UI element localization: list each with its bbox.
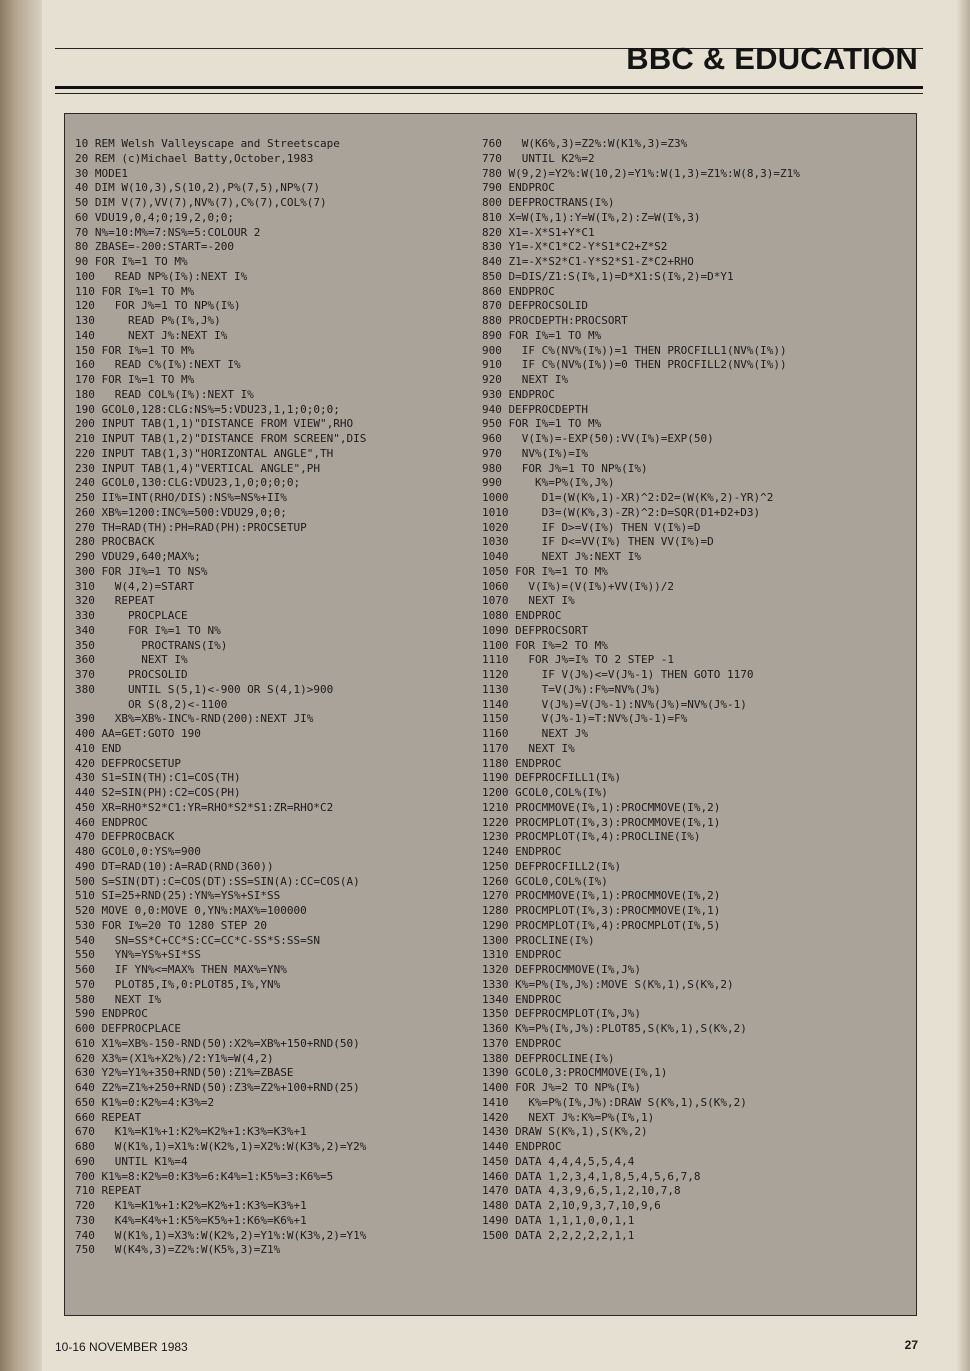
- code-line: 1500 DATA 2,2,2,2,2,1,1: [482, 1228, 635, 1242]
- code-line: 1200 GCOL0,COL%(I%): [482, 786, 608, 799]
- code-line: 1450 DATA 4,4,4,5,5,4,4: [482, 1154, 635, 1168]
- code-line: 1480 DATA 2,10,9,3,7,10,9,6: [482, 1199, 661, 1212]
- code-line: 1330 K%=P%(I%,J%):MOVE S(K%,1),S(K%,2): [482, 977, 734, 991]
- code-line: 1190 DEFPROCFILL1(I%): [482, 771, 622, 785]
- code-line: 770 UNTIL K2%=2: [482, 151, 595, 165]
- code-line: 870 DEFPROCSOLID: [482, 299, 588, 313]
- code-line: 480 GCOL0,0:YS%=900: [75, 845, 201, 858]
- code-line: 890 FOR I%=1 TO M%: [482, 328, 602, 342]
- code-line: 780 W(9,2)=Y2%:W(10,2)=Y1%:W(1,3)=Z1%:W(8,3)=Z1%: [482, 166, 800, 180]
- code-line: 1040 NEXT J%:NEXT I%: [482, 550, 641, 563]
- code-line: 1160 NEXT J%: [482, 727, 588, 740]
- code-line: 760 W(K6%,3)=Z2%:W(K1%,3)=Z3%: [482, 137, 688, 150]
- code-line: 930 ENDPROC: [482, 387, 555, 401]
- code-line: 1140 V(J%)=V(J%-1):NV%(J%)=NV%(J%-1): [482, 697, 747, 711]
- code-line: 460 ENDPROC: [75, 815, 148, 829]
- code-line: 1020 IF D>=V(I%) THEN V(I%)=D: [482, 520, 701, 534]
- code-line: 1250 DEFPROCFILL2(I%): [482, 859, 622, 873]
- code-line: 1010 D3=(W(K%,3)-ZR)^2:D=SQR(D1+D2+D3): [482, 505, 761, 519]
- page-number: 27: [904, 1338, 918, 1352]
- code-line: 840 Z1=-X*S2*C1-Y*S2*S1-Z*C2+RHO: [482, 255, 694, 268]
- code-line: 330 PROCPLACE: [75, 609, 188, 622]
- code-line: 560 IF YN%<=MAX% THEN MAX%=YN%: [75, 963, 287, 976]
- code-line: 530 FOR I%=20 TO 1280 STEP 20: [75, 918, 268, 932]
- code-line: 540 SN=SS*C+CC*S:CC=CC*C-SS*S:SS=SN: [75, 933, 321, 947]
- code-line: 1050 FOR I%=1 TO M%: [482, 564, 608, 578]
- code-line: 570 PLOT85,I%,0:PLOT85,I%,YN%: [75, 977, 281, 991]
- code-line: 1440 ENDPROC: [482, 1140, 562, 1153]
- code-line: 320 REPEAT: [75, 594, 155, 608]
- code-line: 990 K%=P%(I%,J%): [482, 476, 615, 490]
- code-line: 750 W(K4%,3)=Z2%:W(K5%,3)=Z1%: [75, 1243, 281, 1257]
- code-line: 830 Y1=-X*C1*C2-Y*S1*C2+Z*S2: [482, 240, 668, 254]
- code-line: 1260 GCOL0,COL%(I%): [482, 874, 608, 888]
- code-line: 1470 DATA 4,3,9,6,5,1,2,10,7,8: [482, 1184, 681, 1198]
- listing-column-left: [75, 137, 475, 1258]
- code-line: 600 DEFPROCPLACE: [75, 1022, 181, 1035]
- code-line: 1090 DEFPROCSORT: [482, 623, 588, 637]
- code-line: 1130 T=V(J%):F%=NV%(J%): [482, 682, 661, 696]
- code-line: 120 FOR J%=1 TO NP%(I%): [75, 299, 241, 313]
- code-line: 300 FOR JI%=1 TO NS%: [75, 564, 208, 578]
- code-line: 1410 K%=P%(I%,J%):DRAW S(K%,1),S(K%,2): [482, 1095, 747, 1109]
- code-line: 500 S=SIN(DT):C=COS(DT):SS=SIN(A):CC=COS(A): [75, 874, 360, 888]
- issue-date: 10-16 NOVEMBER 1983: [55, 1340, 188, 1354]
- code-line: 280 PROCBACK: [75, 535, 155, 549]
- code-line: 1230 PROCMPLOT(I%,4):PROCLINE(I%): [482, 830, 701, 844]
- code-line: 670 K1%=K1%+1:K2%=K2%+1:K3%=K3%+1: [75, 1125, 307, 1139]
- code-line: 160 READ C%(I%):NEXT I%: [75, 358, 241, 372]
- code-line: 700 K1%=8:K2%=0:K3%=6:K4%=1:K5%=3:K6%=5: [75, 1169, 334, 1183]
- code-line: 370 PROCSOLID: [75, 668, 188, 681]
- magazine-binding-shadow: [0, 0, 42, 1371]
- code-line: 620 X3%=(X1%+X2%)/2:Y1%=W(4,2): [75, 1051, 274, 1065]
- code-line: 150 FOR I%=1 TO M%: [75, 343, 195, 357]
- code-line: 340 FOR I%=1 TO N%: [75, 623, 221, 637]
- code-line: 520 MOVE 0,0:MOVE 0,YN%:MAX%=100000: [75, 904, 307, 917]
- code-line: 680 W(K1%,1)=X1%:W(K2%,1)=X2%:W(K3%,2)=Y2%: [75, 1140, 367, 1153]
- code-line: 920 NEXT I%: [482, 373, 569, 386]
- code-line: 490 DT=RAD(10):A=RAD(RND(360)): [75, 859, 274, 873]
- code-line: 60 VDU19,0,4;0;19,2,0;0;: [75, 210, 234, 224]
- code-line: 90 FOR I%=1 TO M%: [75, 255, 188, 268]
- code-line: 80 ZBASE=-200:START=-200: [75, 240, 234, 254]
- code-line: 170 FOR I%=1 TO M%: [75, 373, 195, 386]
- code-line: 1220 PROCMPLOT(I%,3):PROCMMOVE(I%,1): [482, 815, 721, 829]
- code-line: 690 UNTIL K1%=4: [75, 1154, 188, 1168]
- code-line: 1030 IF D<=VV(I%) THEN VV(I%)=D: [482, 535, 714, 549]
- code-line: 430 S1=SIN(TH):C1=COS(TH): [75, 771, 241, 785]
- code-line: 400 AA=GET:GOTO 190: [75, 727, 201, 740]
- code-line: 610 X1%=XB%-150-RND(50):X2%=XB%+150+RND(50): [75, 1036, 360, 1050]
- code-line: 1350 DEFPROCMPLOT(I%,J%): [482, 1007, 641, 1021]
- code-line: 650 K1%=0:K2%=4:K3%=2: [75, 1095, 215, 1109]
- code-line: 410 END: [75, 741, 122, 755]
- code-line: 550 YN%=YS%+SI*SS: [75, 948, 201, 962]
- code-line: 940 DEFPROCDEPTH: [482, 402, 588, 416]
- code-line: 980 FOR J%=1 TO NP%(I%): [482, 461, 648, 475]
- code-line: 1460 DATA 1,2,3,4,1,8,5,4,5,6,7,8: [482, 1169, 701, 1183]
- code-line: 380 UNTIL S(5,1)<-900 OR S(4,1)>900: [75, 682, 334, 696]
- code-line: 1400 FOR J%=2 TO NP%(I%): [482, 1081, 641, 1094]
- code-line: 190 GCOL0,128:CLG:NS%=5:VDU23,1,1;0;0;0;: [75, 402, 340, 416]
- code-line: 1120 IF V(J%)<=V(J%-1) THEN GOTO 1170: [482, 668, 754, 681]
- code-line: 1380 DEFPROCLINE(I%): [482, 1051, 615, 1065]
- code-line: 640 Z2%=Z1%+250+RND(50):Z3%=Z2%+100+RND(25): [75, 1081, 360, 1094]
- code-line: 660 REPEAT: [75, 1110, 142, 1124]
- header-thick-rule: [55, 86, 923, 89]
- code-line: 1170 NEXT I%: [482, 741, 575, 755]
- code-line: 810 X=W(I%,1):Y=W(I%,2):Z=W(I%,3): [482, 210, 701, 224]
- code-line: 1270 PROCMMOVE(I%,1):PROCMMOVE(I%,2): [482, 889, 721, 903]
- code-line: 1420 NEXT J%:K%=P%(I%,1): [482, 1110, 655, 1124]
- code-line: 270 TH=RAD(TH):PH=RAD(PH):PROCSETUP: [75, 520, 307, 534]
- code-line: 1360 K%=P%(I%,J%):PLOT85,S(K%,1),S(K%,2): [482, 1022, 747, 1035]
- code-line: 950 FOR I%=1 TO M%: [482, 417, 602, 431]
- code-line: 740 W(K1%,1)=X3%:W(K2%,2)=Y1%:W(K3%,2)=Y1%: [75, 1228, 367, 1242]
- code-line: 850 D=DIS/Z1:S(I%,1)=D*X1:S(I%,2)=D*Y1: [482, 269, 734, 283]
- code-line: 1490 DATA 1,1,1,0,0,1,1: [482, 1213, 635, 1227]
- code-line: OR S(8,2)<-1100: [75, 697, 228, 711]
- code-line: 220 INPUT TAB(1,3)"HORIZONTAL ANGLE",TH: [75, 446, 334, 460]
- code-line: 350 PROCTRANS(I%): [75, 638, 228, 652]
- code-line: 1150 V(J%-1)=T:NV%(J%-1)=F%: [482, 712, 688, 726]
- code-line: 720 K1%=K1%+1:K2%=K2%+1:K3%=K3%+1: [75, 1199, 307, 1212]
- code-line: 1070 NEXT I%: [482, 594, 575, 608]
- code-line: 970 NV%(I%)=I%: [482, 446, 588, 460]
- code-line: 1390 GCOL0,3:PROCMMOVE(I%,1): [482, 1066, 668, 1080]
- code-line: 510 SI=25+RND(25):YN%=YS%+SI*SS: [75, 889, 281, 903]
- code-line: 1290 PROCMPLOT(I%,4):PROCMPLOT(I%,5): [482, 918, 721, 932]
- code-line: 210 INPUT TAB(1,2)"DISTANCE FROM SCREEN",DIS: [75, 432, 367, 445]
- code-line: 20 REM (c)Michael Batty,October,1983: [75, 151, 314, 165]
- code-line: 260 XB%=1200:INC%=500:VDU29,0;0;: [75, 505, 287, 519]
- code-line: 1210 PROCMMOVE(I%,1):PROCMMOVE(I%,2): [482, 800, 721, 814]
- code-line: 440 S2=SIN(PH):C2=COS(PH): [75, 786, 241, 799]
- code-line: 180 READ COL%(I%):NEXT I%: [75, 387, 254, 401]
- code-line: 820 X1=-X*S1+Y*C1: [482, 225, 595, 239]
- code-line: 1280 PROCMPLOT(I%,3):PROCMMOVE(I%,1): [482, 904, 721, 917]
- code-line: 230 INPUT TAB(1,4)"VERTICAL ANGLE",PH: [75, 461, 321, 475]
- code-line: 580 NEXT I%: [75, 992, 162, 1006]
- code-line: 730 K4%=K4%+1:K5%=K5%+1:K6%=K6%+1: [75, 1213, 307, 1227]
- code-line: 140 NEXT J%:NEXT I%: [75, 328, 228, 342]
- page-edge-shadow: [956, 0, 970, 1371]
- code-line: 1430 DRAW S(K%,1),S(K%,2): [482, 1125, 648, 1139]
- code-line: 1240 ENDPROC: [482, 845, 562, 858]
- code-line: 290 VDU29,640;MAX%;: [75, 550, 201, 563]
- code-line: 1180 ENDPROC: [482, 756, 562, 770]
- code-line: 1000 D1=(W(K%,1)-XR)^2:D2=(W(K%,2)-YR)^2: [482, 491, 774, 504]
- code-line: 1060 V(I%)=(V(I%)+VV(I%))/2: [482, 579, 675, 593]
- code-line: 1320 DEFPROCMMOVE(I%,J%): [482, 963, 641, 976]
- code-line: 470 DEFPROCBACK: [75, 830, 175, 844]
- code-line: 630 Y2%=Y1%+350+RND(50):Z1%=ZBASE: [75, 1066, 294, 1080]
- code-line: 450 XR=RHO*S2*C1:YR=RHO*S2*S1:ZR=RHO*C2: [75, 800, 334, 814]
- listing-column-right: [482, 137, 912, 1243]
- code-line: 1370 ENDPROC: [482, 1036, 562, 1050]
- code-line: 1110 FOR J%=I% TO 2 STEP -1: [482, 653, 675, 667]
- code-line: 1300 PROCLINE(I%): [482, 933, 595, 947]
- code-line: 790 ENDPROC: [482, 181, 555, 195]
- code-line: 860 ENDPROC: [482, 284, 555, 298]
- code-line: 1310 ENDPROC: [482, 948, 562, 962]
- code-line: 310 W(4,2)=START: [75, 579, 195, 593]
- code-line: 50 DIM V(7),VV(7),NV%(7),C%(7),COL%(7): [75, 196, 327, 209]
- header-thin-rule: [55, 93, 923, 94]
- code-line: 110 FOR I%=1 TO M%: [75, 284, 195, 298]
- code-line: 900 IF C%(NV%(I%))=1 THEN PROCFILL1(NV%(I%)): [482, 343, 787, 357]
- code-line: 1340 ENDPROC: [482, 992, 562, 1006]
- code-line: 590 ENDPROC: [75, 1007, 148, 1021]
- code-line: 70 N%=10:M%=7:NS%=5:COLOUR 2: [75, 225, 261, 239]
- code-line: 10 REM Welsh Valleyscape and Streetscape: [75, 137, 340, 150]
- code-line: 240 GCOL0,130:CLG:VDU23,1,0;0;0;0;: [75, 476, 301, 490]
- code-line: 1080 ENDPROC: [482, 609, 562, 622]
- code-line: 960 V(I%)=-EXP(50):VV(I%)=EXP(50): [482, 432, 714, 445]
- code-line: 910 IF C%(NV%(I%))=0 THEN PROCFILL2(NV%(I%)): [482, 358, 787, 372]
- code-line: 30 MODE1: [75, 166, 128, 180]
- section-title: BBC & EDUCATION: [626, 41, 918, 76]
- code-line: 420 DEFPROCSETUP: [75, 756, 181, 770]
- code-line: 360 NEXT I%: [75, 653, 188, 667]
- code-line: 40 DIM W(10,3),S(10,2),P%(7,5),NP%(7): [75, 181, 321, 195]
- code-line: 200 INPUT TAB(1,1)"DISTANCE FROM VIEW",RHO: [75, 417, 354, 431]
- code-line: 390 XB%=XB%-INC%-RND(200):NEXT JI%: [75, 712, 314, 726]
- code-line: 880 PROCDEPTH:PROCSORT: [482, 314, 628, 327]
- code-line: 250 II%=INT(RHO/DIS):NS%=NS%+II%: [75, 491, 287, 504]
- code-line: 1100 FOR I%=2 TO M%: [482, 638, 608, 652]
- code-line: 800 DEFPROCTRANS(I%): [482, 196, 615, 209]
- code-line: 130 READ P%(I%,J%): [75, 314, 221, 327]
- code-line: 100 READ NP%(I%):NEXT I%: [75, 269, 248, 283]
- code-line: 710 REPEAT: [75, 1184, 142, 1198]
